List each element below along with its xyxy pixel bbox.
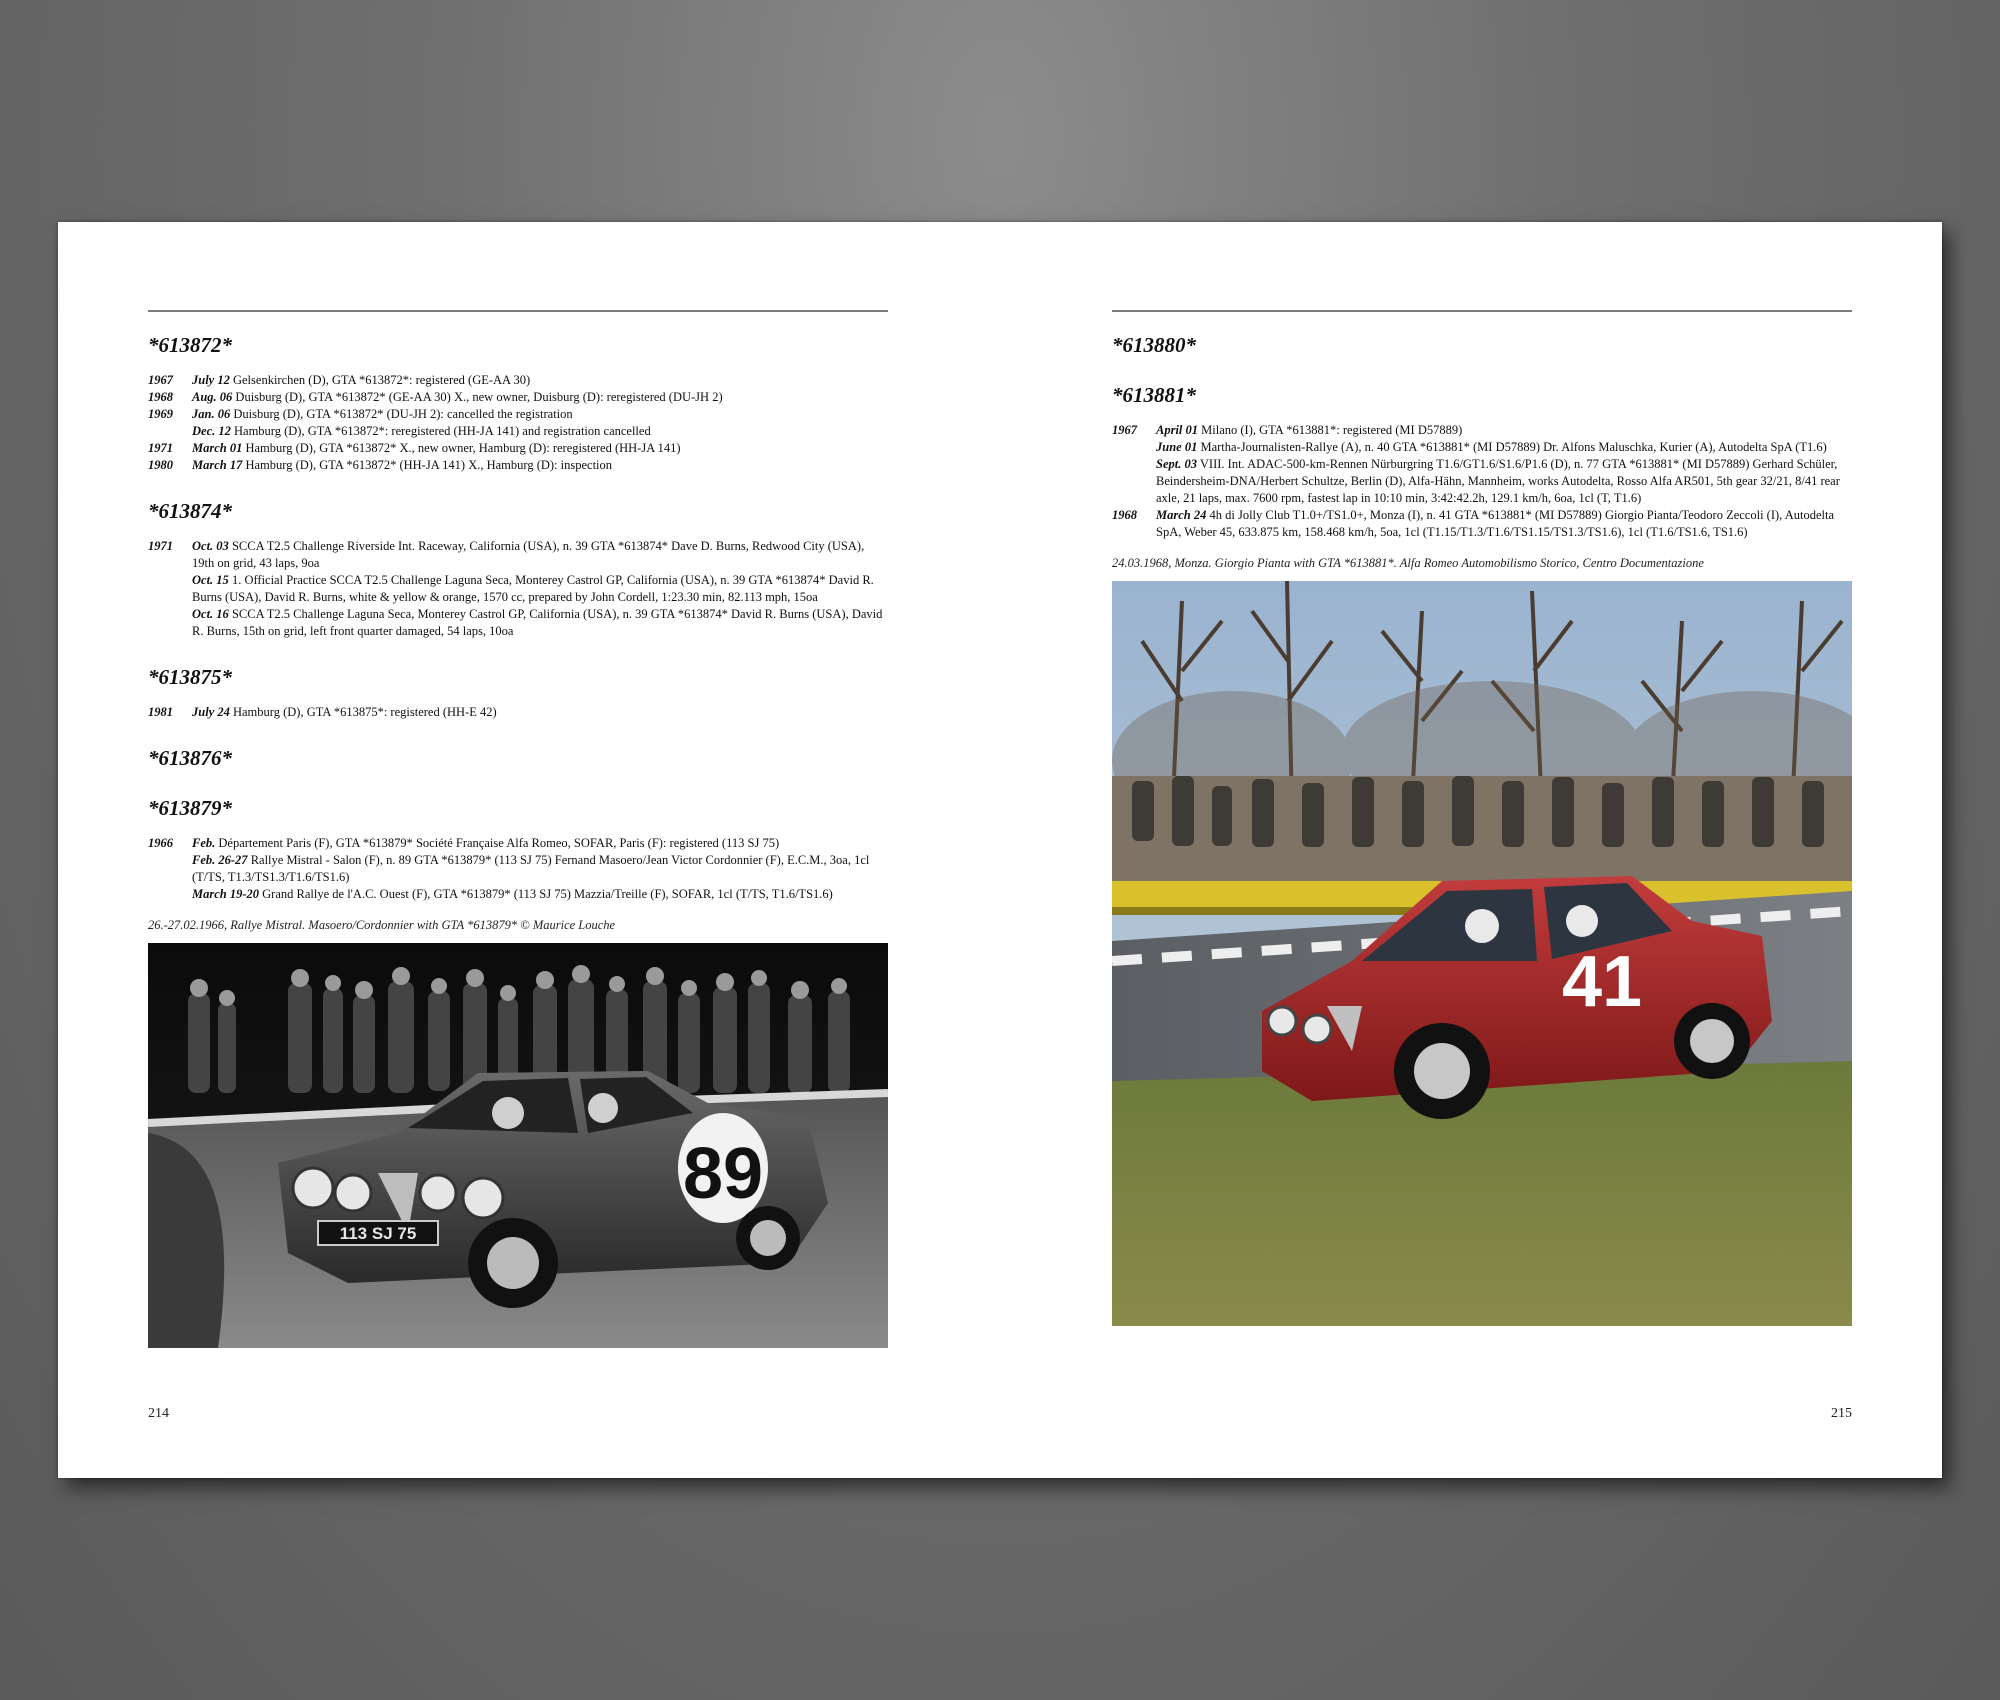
race-number: 41: [1561, 942, 1643, 1022]
entry-date: April 01: [1156, 423, 1199, 437]
entry-text: 4h di Jolly Club T1.0+/TS1.0+, Monza (I), n. 41 GTA *613881* (MI D57889) Giorgio Pianta/Teodoro Zeccoli (I), Autodelta SpA, Weber 45, 633.875 km, 158.468 km/h, 5oa, 1cl (T1.15/T1.3/T1.6/TS1.15/TS1.3/TS1.6), 1cl (T1.6/TS1.6, TS1.6): [1156, 508, 1835, 539]
entry-date: Oct. 16: [192, 607, 229, 621]
entry-text: Duisburg (D), GTA *613872* (DU-JH 2): cancelled the registration: [233, 407, 573, 421]
section-heading: *613876*: [148, 746, 232, 770]
entry-text: SCCA T2.5 Challenge Laguna Seca, Monterey Castrol GP, California (USA), n. 39 GTA *613874* David R. Burns (USA), David R. Burns, 15th on grid, left front quarter damaged, 54 laps, 10oa: [192, 607, 883, 638]
entry-year: 1967: [1112, 423, 1137, 437]
chronology-entry: [148, 423, 888, 440]
entry-text: Duisburg (D), GTA *613872* (GE-AA 30) X., new owner, Duisburg (D): reregistered (DU-JH 2): [235, 390, 723, 404]
entry-year: 1969: [148, 407, 173, 421]
license-plate: 113 SJ 75: [339, 1224, 417, 1243]
entry-text: Gelsenkirchen (D), GTA *613872*: registered (GE-AA 30): [232, 373, 531, 387]
entry-date: Jan. 06: [192, 407, 231, 421]
chronology-entry: [1112, 456, 1852, 507]
entry-text: Milano (I), GTA *613881*: registered (MI D57889): [1201, 423, 1463, 437]
chronology-entry: [148, 704, 888, 721]
entry-text: Rallye Mistral - Salon (F), n. 89 GTA *613879* (113 SJ 75) Fernand Masoero/Jean Victor Cordonnier (F), E.C.M., 3oa, 1cl (T/TS, T1.3/TS1.3/T1.6/TS1.6): [192, 853, 870, 884]
book-spread: [58, 222, 1942, 1478]
entry-date: March 24: [1156, 508, 1207, 522]
entry-year: 1980: [148, 458, 173, 472]
right-page: [1112, 222, 1852, 1478]
photo-caption: 26.-27.02.1966, Rallye Mistral. Masoero/Cordonnier with GTA *613879* © Maurice Louche: [148, 918, 616, 932]
entry-text: SCCA T2.5 Challenge Riverside Int. Raceway, California (USA), n. 39 GTA *613874* Dave D. Burns, Redwood City (USA), 19th on grid, 43 laps, 9oa: [192, 539, 865, 570]
entry-year: 1971: [148, 441, 173, 455]
entry-date: Sept. 03: [1156, 457, 1197, 471]
chronology-list: [148, 372, 888, 474]
chronology-entry: [148, 606, 888, 640]
chronology-entry: [1112, 422, 1852, 439]
entry-date: Feb. 26-27: [192, 853, 248, 867]
entry-year: 1981: [148, 705, 173, 719]
chronology-entry: [148, 572, 888, 606]
entry-date: July 12: [192, 373, 230, 387]
section-heading: *613875*: [148, 665, 232, 689]
page-number: 215: [1831, 1406, 1852, 1421]
entry-date: Feb.: [192, 836, 216, 850]
entry-year: 1967: [148, 373, 173, 387]
entry-year: 1968: [148, 390, 173, 404]
chronology-entry: [148, 406, 888, 423]
entry-date: June 01: [1156, 440, 1198, 454]
entry-year: 1968: [1112, 508, 1137, 522]
section-heading: *613872*: [148, 333, 232, 357]
right-page-content: [1112, 332, 1852, 1326]
left-page: [148, 222, 888, 1478]
race-number: 89: [682, 1134, 764, 1214]
chronology-entry: [148, 440, 888, 457]
chronology-list: [148, 835, 888, 903]
left-page-content: [148, 332, 888, 1348]
section-heading: *613880*: [1112, 333, 1196, 357]
chronology-list: [148, 538, 888, 640]
chronology-entry: [1112, 507, 1852, 541]
entry-text: Hamburg (D), GTA *613875*: registered (HH-E 42): [232, 705, 497, 719]
entry-date: July 24: [192, 705, 230, 719]
chronology-entry: [1112, 439, 1852, 456]
entry-date: Aug. 06: [192, 390, 233, 404]
entry-date: March 01: [192, 441, 243, 455]
chronology-list: [1112, 422, 1852, 541]
chronology-list: [148, 704, 888, 721]
entry-date: Dec. 12: [192, 424, 231, 438]
chronology-entry: [148, 886, 888, 903]
header-rule: [1112, 310, 1852, 312]
page-number: 214: [148, 1406, 169, 1421]
section-heading: *613879*: [148, 796, 232, 820]
entry-year: 1971: [148, 539, 173, 553]
entry-date: Oct. 15: [192, 573, 229, 587]
chronology-entry: [148, 538, 888, 572]
chronology-entry: [148, 457, 888, 474]
rally-photo-black-white: [148, 943, 888, 1348]
entry-date: March 17: [192, 458, 243, 472]
entry-text: Grand Rallye de l'A.C. Ouest (F), GTA *613879* (113 SJ 75) Mazzia/Treille (F), SOFAR, 1cl (T/TS, T1.6/TS1.6): [262, 887, 833, 901]
entry-text: Hamburg (D), GTA *613872* (HH-JA 141) X., Hamburg (D): inspection: [245, 458, 613, 472]
entry-date: March 19-20: [192, 887, 260, 901]
entry-text: Hamburg (D), GTA *613872* X., new owner, Hamburg (D): reregistered (HH-JA 141): [245, 441, 681, 455]
chronology-entry: [148, 372, 888, 389]
entry-text: Hamburg (D), GTA *613872*: reregistered (HH-JA 141) and registration cancelled: [234, 424, 651, 438]
photo-caption: 24.03.1968, Monza. Giorgio Pianta with GTA *613881*. Alfa Romeo Automobilismo Storico, Centro Documentazione: [1112, 556, 1704, 570]
entry-date: Oct. 03: [192, 539, 229, 553]
header-rule: [148, 310, 888, 312]
entry-text: 1. Official Practice SCCA T2.5 Challenge Laguna Seca, Monterey Castrol GP, California (USA), n. 39 GTA *613874* David R. Burns (USA), David R. Burns, white & yellow & orange, 1570 cc, prepared by John Cordell, 1:23.30 min, 82.113 mph, 15oa: [192, 573, 874, 604]
section-heading: *613881*: [1112, 383, 1196, 407]
race-photo-color: [1112, 581, 1852, 1326]
chronology-entry: [148, 835, 888, 852]
entry-text: Martha-Journalisten-Rallye (A), n. 40 GTA *613881* (MI D57889) Dr. Alfons Maluschka, Kurier (A), Autodelta SpA (T1.6): [1200, 440, 1827, 454]
entry-year: 1966: [148, 836, 173, 850]
entry-text: VIII. Int. ADAC-500-km-Rennen Nürburgring T1.6/GT1.6/S1.6/P1.6 (D), n. 77 GTA *613881* (MI D57889) Gerhard Schüler, Beindersheim-DNA/Herbert Schultze, Berlin (D), Alfa-Hähn, Mannheim, works Autodelta, Rosso Alfa AR501, 5th gear 32/21, 8/41 rear axle, 21 laps, max. 7600 rpm, fastest lap in 10:10 min, 3:42:42.2h, 129.1 km/h, 6oa, 1cl (T, T1.6): [1156, 457, 1840, 505]
entry-text: Département Paris (F), GTA *613879* Société Française Alfa Romeo, SOFAR, Paris (F): registered (113 SJ 75): [218, 836, 780, 850]
chronology-entry: [148, 852, 888, 886]
section-heading: *613874*: [148, 499, 232, 523]
chronology-entry: [148, 389, 888, 406]
